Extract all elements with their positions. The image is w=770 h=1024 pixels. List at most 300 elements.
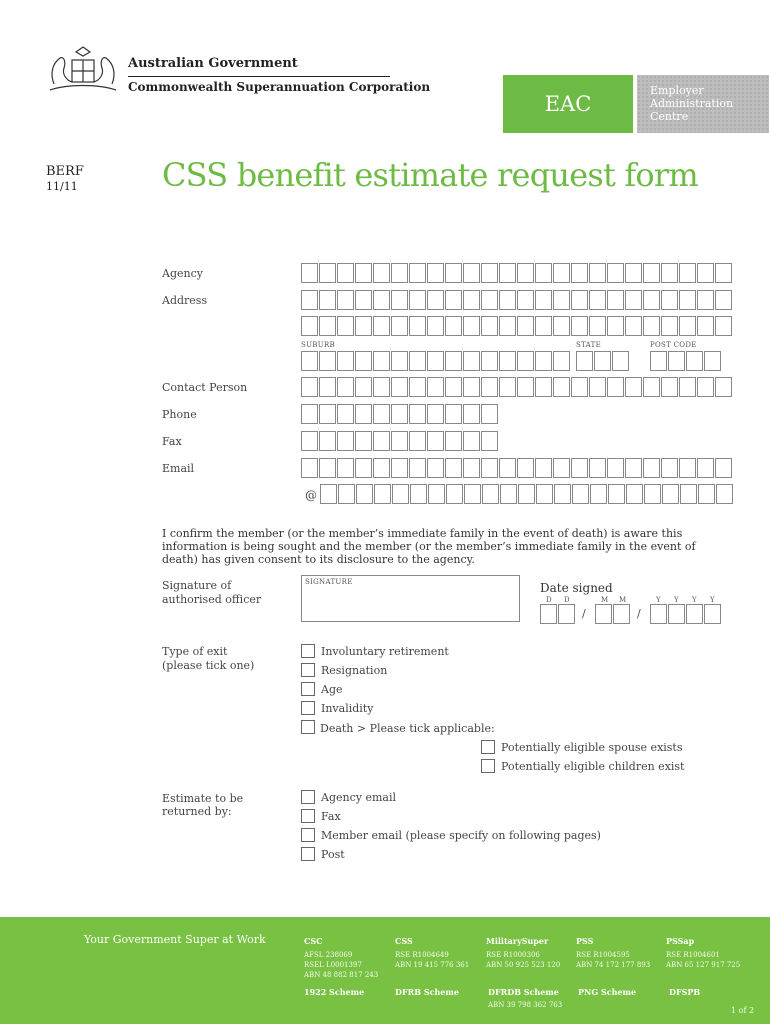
char-box[interactable] <box>427 263 444 283</box>
month-hint-2: M <box>619 596 627 604</box>
char-box[interactable] <box>716 484 733 504</box>
char-box[interactable] <box>392 484 409 504</box>
day-hint-1: D <box>546 596 552 604</box>
agency-input[interactable] <box>301 263 733 285</box>
char-box[interactable] <box>463 458 480 478</box>
char-box[interactable] <box>661 316 678 336</box>
consent-statement: I confirm the member (or the member’s immediate family in the event of death) is aware this information is being sought and the member (or the member’s immediate family in the event of death) has given consent to its disclosure to the agency. <box>162 527 696 566</box>
char-box[interactable] <box>553 290 570 310</box>
char-box[interactable] <box>571 290 588 310</box>
char-box[interactable] <box>517 351 534 371</box>
page-number: 1 of 2 <box>731 1006 755 1015</box>
char-box[interactable] <box>644 484 661 504</box>
footer-col-csc <box>304 936 378 980</box>
scheme-dfspb: DFSPB <box>669 987 701 997</box>
char-box[interactable] <box>715 263 732 283</box>
char-box[interactable] <box>715 458 732 478</box>
state-input[interactable] <box>576 351 630 373</box>
age-checkbox[interactable] <box>301 682 315 696</box>
char-box[interactable] <box>499 263 516 283</box>
char-box[interactable] <box>301 263 318 283</box>
char-box[interactable] <box>679 377 696 397</box>
char-box[interactable] <box>481 458 498 478</box>
eac-line-1: Employer <box>650 84 704 97</box>
header-divider <box>128 76 390 77</box>
char-box[interactable] <box>482 484 499 504</box>
eac-label: EAC <box>544 92 592 116</box>
char-box[interactable] <box>679 263 696 283</box>
char-box[interactable] <box>409 431 426 451</box>
char-box[interactable] <box>301 351 318 371</box>
date-year-input[interactable] <box>650 604 722 626</box>
char-box[interactable] <box>500 484 517 504</box>
char-box[interactable] <box>697 316 714 336</box>
char-box[interactable] <box>481 263 498 283</box>
char-box[interactable] <box>607 290 624 310</box>
char-box[interactable] <box>553 263 570 283</box>
char-box[interactable] <box>427 404 444 424</box>
char-box[interactable] <box>481 290 498 310</box>
phone-label: Phone <box>162 408 197 421</box>
fund-name: PSS <box>576 936 594 946</box>
char-box[interactable] <box>409 404 426 424</box>
char-box[interactable] <box>355 316 372 336</box>
char-box[interactable] <box>319 351 336 371</box>
invalidity-checkbox[interactable] <box>301 701 315 715</box>
char-box[interactable] <box>319 404 336 424</box>
fund-name: CSC <box>304 936 323 946</box>
char-box[interactable] <box>355 263 372 283</box>
char-box[interactable] <box>320 484 337 504</box>
signature-label-line-2: authorised officer <box>162 593 262 606</box>
scheme-1922: 1922 Scheme <box>304 987 365 997</box>
char-box[interactable] <box>650 604 667 624</box>
char-box[interactable] <box>553 316 570 336</box>
char-box[interactable] <box>463 377 480 397</box>
email-input-line-1[interactable] <box>301 458 733 480</box>
char-box[interactable] <box>571 263 588 283</box>
char-box[interactable] <box>590 484 607 504</box>
signature-box-label: SIGNATURE <box>305 578 353 586</box>
char-box[interactable] <box>463 431 480 451</box>
exit-type-label-line-2: (please tick one) <box>162 659 255 672</box>
fax-label: Fax <box>162 435 182 448</box>
char-box[interactable] <box>704 604 721 624</box>
char-box[interactable] <box>463 351 480 371</box>
spouse-exists-checkbox[interactable] <box>481 740 495 754</box>
at-sign: @ <box>305 488 317 502</box>
scheme-dfrdb: DFRDB Scheme <box>488 987 559 997</box>
address-input-line-2[interactable] <box>301 316 733 338</box>
char-box[interactable] <box>686 604 703 624</box>
char-box[interactable] <box>319 377 336 397</box>
char-box[interactable] <box>625 263 642 283</box>
phone-input[interactable] <box>301 404 499 426</box>
fund-line: RSE R1004601 <box>666 951 720 959</box>
char-box[interactable] <box>481 351 498 371</box>
invalidity-label: Invalidity <box>321 702 374 715</box>
char-box[interactable] <box>391 431 408 451</box>
resignation-checkbox[interactable] <box>301 663 315 677</box>
fund-name: MilitarySuper <box>486 936 549 946</box>
fund-line: ABN 65 127 917 725 <box>666 961 741 969</box>
footer-col-css <box>395 936 469 970</box>
eac-line-3: Centre <box>650 110 689 123</box>
char-box[interactable] <box>356 484 373 504</box>
year-hint-1: Y <box>656 596 661 604</box>
scheme-dfrb: DFRB Scheme <box>395 987 459 997</box>
char-box[interactable] <box>607 316 624 336</box>
char-box[interactable] <box>391 404 408 424</box>
member-email-checkbox[interactable] <box>301 828 315 842</box>
char-box[interactable] <box>427 316 444 336</box>
char-box[interactable] <box>445 263 462 283</box>
char-box[interactable] <box>391 351 408 371</box>
fax-checkbox[interactable] <box>301 809 315 823</box>
fund-name: CSS <box>395 936 413 946</box>
fund-line: AFSL 238069 <box>304 951 353 959</box>
fund-line: RSE R1000306 <box>486 951 540 959</box>
char-box[interactable] <box>319 431 336 451</box>
char-box[interactable] <box>481 316 498 336</box>
char-box[interactable] <box>650 351 667 371</box>
char-box[interactable] <box>319 458 336 478</box>
char-box[interactable] <box>643 263 660 283</box>
char-box[interactable] <box>427 458 444 478</box>
email-label: Email <box>162 462 195 475</box>
char-box[interactable] <box>337 377 354 397</box>
char-box[interactable] <box>662 484 679 504</box>
fund-line: ABN 19 415 776 361 <box>395 961 470 969</box>
char-box[interactable] <box>697 290 714 310</box>
char-box[interactable] <box>409 351 426 371</box>
char-box[interactable] <box>391 290 408 310</box>
char-box[interactable] <box>409 377 426 397</box>
char-box[interactable] <box>337 290 354 310</box>
char-box[interactable] <box>558 604 575 624</box>
char-box[interactable] <box>319 316 336 336</box>
char-box[interactable] <box>445 377 462 397</box>
char-box[interactable] <box>535 351 552 371</box>
char-box[interactable] <box>589 377 606 397</box>
char-box[interactable] <box>625 290 642 310</box>
char-box[interactable] <box>463 316 480 336</box>
char-box[interactable] <box>391 263 408 283</box>
char-box[interactable] <box>446 484 463 504</box>
year-hint-2: Y <box>674 596 679 604</box>
char-box[interactable] <box>612 351 629 371</box>
char-box[interactable] <box>391 316 408 336</box>
char-box[interactable] <box>355 458 372 478</box>
char-box[interactable] <box>535 458 552 478</box>
char-box[interactable] <box>337 458 354 478</box>
char-box[interactable] <box>679 290 696 310</box>
char-box[interactable] <box>373 351 390 371</box>
char-box[interactable] <box>373 458 390 478</box>
char-box[interactable] <box>463 290 480 310</box>
char-box[interactable] <box>445 458 462 478</box>
agency-email-checkbox[interactable] <box>301 790 315 804</box>
char-box[interactable] <box>355 431 372 451</box>
char-box[interactable] <box>697 458 714 478</box>
char-box[interactable] <box>337 404 354 424</box>
returned-by-label-line-2: returned by: <box>162 805 232 818</box>
char-box[interactable] <box>427 431 444 451</box>
char-box[interactable] <box>463 404 480 424</box>
state-label: STATE <box>576 341 602 349</box>
char-box[interactable] <box>517 316 534 336</box>
char-box[interactable] <box>715 316 732 336</box>
char-box[interactable] <box>301 458 318 478</box>
agency-email-label: Agency email <box>321 791 396 804</box>
contact-label: Contact Person <box>162 381 248 394</box>
char-box[interactable] <box>338 484 355 504</box>
char-box[interactable] <box>625 316 642 336</box>
char-box[interactable] <box>355 404 372 424</box>
char-box[interactable] <box>518 484 535 504</box>
char-box[interactable] <box>355 351 372 371</box>
date-signed-label: Date signed <box>540 581 613 595</box>
char-box[interactable] <box>409 263 426 283</box>
char-box[interactable] <box>607 263 624 283</box>
char-box[interactable] <box>337 431 354 451</box>
scheme-dfrdb-abn: ABN 39 798 362 763 <box>488 1001 563 1009</box>
char-box[interactable] <box>373 377 390 397</box>
char-box[interactable] <box>613 604 630 624</box>
month-hint-1: M <box>601 596 609 604</box>
char-box[interactable] <box>643 377 660 397</box>
postcode-input[interactable] <box>650 351 722 373</box>
char-box[interactable] <box>463 263 480 283</box>
char-box[interactable] <box>499 351 516 371</box>
char-box[interactable] <box>715 290 732 310</box>
char-box[interactable] <box>427 351 444 371</box>
corporation-name: Commonwealth Superannuation Corporation <box>128 80 431 94</box>
char-box[interactable] <box>409 316 426 336</box>
involuntary-retirement-label: Involuntary retirement <box>321 645 449 658</box>
char-box[interactable] <box>499 290 516 310</box>
fax-option-label: Fax <box>321 810 341 823</box>
char-box[interactable] <box>445 316 462 336</box>
char-box[interactable] <box>517 377 534 397</box>
footer-col-pss <box>576 936 650 970</box>
char-box[interactable] <box>337 316 354 336</box>
contact-input[interactable] <box>301 377 733 399</box>
char-box[interactable] <box>445 351 462 371</box>
char-box[interactable] <box>553 351 570 371</box>
char-box[interactable] <box>571 458 588 478</box>
suburb-input[interactable] <box>301 351 571 373</box>
age-label: Age <box>321 683 343 696</box>
death-checkbox[interactable] <box>301 720 315 734</box>
char-box[interactable] <box>355 377 372 397</box>
char-box[interactable] <box>668 351 685 371</box>
page-title: CSS benefit estimate request form <box>162 156 698 194</box>
fund-line: ABN 48 882 817 243 <box>304 971 379 979</box>
char-box[interactable] <box>517 290 534 310</box>
member-email-label: Member email (please specify on following pages) <box>321 829 601 842</box>
char-box[interactable] <box>554 484 571 504</box>
involuntary-retirement-checkbox[interactable] <box>301 644 315 658</box>
eac-line-2: Administration <box>650 97 734 110</box>
char-box[interactable] <box>499 458 516 478</box>
char-box[interactable] <box>319 290 336 310</box>
char-box[interactable] <box>594 351 611 371</box>
char-box[interactable] <box>301 377 318 397</box>
char-box[interactable] <box>704 351 721 371</box>
char-box[interactable] <box>572 484 589 504</box>
post-checkbox[interactable] <box>301 847 315 861</box>
fund-line: ABN 74 172 177 893 <box>576 961 651 969</box>
exit-type-label-line-1: Type of exit <box>162 645 228 658</box>
char-box[interactable] <box>373 290 390 310</box>
char-box[interactable] <box>391 377 408 397</box>
char-box[interactable] <box>686 351 703 371</box>
char-box[interactable] <box>589 458 606 478</box>
char-box[interactable] <box>679 316 696 336</box>
char-box[interactable] <box>373 431 390 451</box>
char-box[interactable] <box>589 263 606 283</box>
footer-tagline: Your Government Super at Work <box>84 933 266 946</box>
address-label: Address <box>162 294 208 307</box>
char-box[interactable] <box>535 290 552 310</box>
date-slash-1: / <box>582 607 586 620</box>
char-box[interactable] <box>697 377 714 397</box>
fund-line: RSE R1004595 <box>576 951 630 959</box>
char-box[interactable] <box>698 484 715 504</box>
form-code: BERF <box>46 164 84 179</box>
char-box[interactable] <box>517 263 534 283</box>
char-box[interactable] <box>571 316 588 336</box>
char-box[interactable] <box>355 290 372 310</box>
eac-side-text <box>650 84 760 123</box>
char-box[interactable] <box>409 290 426 310</box>
fund-line: RSEL L0001397 <box>304 961 362 969</box>
char-box[interactable] <box>625 377 642 397</box>
char-box[interactable] <box>661 263 678 283</box>
char-box[interactable] <box>668 604 685 624</box>
eac-badge <box>503 75 633 133</box>
footer-col-militarysuper <box>486 936 560 970</box>
char-box[interactable] <box>427 290 444 310</box>
char-box[interactable] <box>715 377 732 397</box>
char-box[interactable] <box>576 351 593 371</box>
returned-by-label-line-1: Estimate to be <box>162 792 244 805</box>
char-box[interactable] <box>643 458 660 478</box>
char-box[interactable] <box>464 484 481 504</box>
char-box[interactable] <box>626 484 643 504</box>
date-month-input[interactable] <box>595 604 631 626</box>
char-box[interactable] <box>661 290 678 310</box>
signature-label-line-1: Signature of <box>162 579 232 592</box>
children-exist-checkbox[interactable] <box>481 759 495 773</box>
scheme-png: PNG Scheme <box>578 987 637 997</box>
char-box[interactable] <box>607 458 624 478</box>
fund-line: ABN 50 925 523 120 <box>486 961 561 969</box>
postcode-label: POST CODE <box>650 341 697 349</box>
char-box[interactable] <box>499 377 516 397</box>
char-box[interactable] <box>373 263 390 283</box>
char-box[interactable] <box>553 377 570 397</box>
year-hint-4: Y <box>710 596 715 604</box>
footer-col-pssap <box>666 936 740 970</box>
char-box[interactable] <box>697 263 714 283</box>
char-box[interactable] <box>409 458 426 478</box>
char-box[interactable] <box>373 404 390 424</box>
char-box[interactable] <box>373 316 390 336</box>
spouse-exists-label: Potentially eligible spouse exists <box>501 741 683 754</box>
char-box[interactable] <box>608 484 625 504</box>
char-box[interactable] <box>391 458 408 478</box>
char-box[interactable] <box>661 377 678 397</box>
date-day-input[interactable] <box>540 604 576 626</box>
form-date: 11/11 <box>46 180 78 193</box>
agency-label: Agency <box>162 267 203 280</box>
resignation-label: Resignation <box>321 664 388 677</box>
date-slash-2: / <box>637 607 641 620</box>
char-box[interactable] <box>337 263 354 283</box>
char-box[interactable] <box>553 458 570 478</box>
address-input-line-1[interactable] <box>301 290 733 312</box>
char-box[interactable] <box>427 377 444 397</box>
char-box[interactable] <box>337 351 354 371</box>
char-box[interactable] <box>481 431 498 451</box>
char-box[interactable] <box>410 484 427 504</box>
char-box[interactable] <box>643 316 660 336</box>
char-box[interactable] <box>679 458 696 478</box>
char-box[interactable] <box>301 431 318 451</box>
suburb-label: SUBURB <box>301 341 335 349</box>
char-box[interactable] <box>301 404 318 424</box>
char-box[interactable] <box>445 431 462 451</box>
char-box[interactable] <box>445 404 462 424</box>
char-box[interactable] <box>589 290 606 310</box>
char-box[interactable] <box>517 458 534 478</box>
children-exist-label: Potentially eligible children exist <box>501 760 685 773</box>
char-box[interactable] <box>319 263 336 283</box>
email-input-line-2[interactable] <box>320 484 734 506</box>
char-box[interactable] <box>589 316 606 336</box>
fund-line: RSE R1004649 <box>395 951 449 959</box>
char-box[interactable] <box>301 290 318 310</box>
char-box[interactable] <box>481 377 498 397</box>
char-box[interactable] <box>374 484 391 504</box>
char-box[interactable] <box>445 290 462 310</box>
char-box[interactable] <box>535 377 552 397</box>
char-box[interactable] <box>535 316 552 336</box>
char-box[interactable] <box>535 263 552 283</box>
char-box[interactable] <box>499 316 516 336</box>
char-box[interactable] <box>301 316 318 336</box>
char-box[interactable] <box>540 604 557 624</box>
fax-input[interactable] <box>301 431 499 453</box>
government-name: Australian Government <box>128 56 298 71</box>
char-box[interactable] <box>428 484 445 504</box>
char-box[interactable] <box>680 484 697 504</box>
coat-of-arms-icon <box>44 44 122 96</box>
char-box[interactable] <box>643 290 660 310</box>
char-box[interactable] <box>625 458 642 478</box>
year-hint-3: Y <box>692 596 697 604</box>
char-box[interactable] <box>595 604 612 624</box>
char-box[interactable] <box>481 404 498 424</box>
day-hint-2: D <box>564 596 570 604</box>
fund-name: PSSap <box>666 936 695 946</box>
char-box[interactable] <box>536 484 553 504</box>
char-box[interactable] <box>661 458 678 478</box>
char-box[interactable] <box>607 377 624 397</box>
char-box[interactable] <box>571 377 588 397</box>
